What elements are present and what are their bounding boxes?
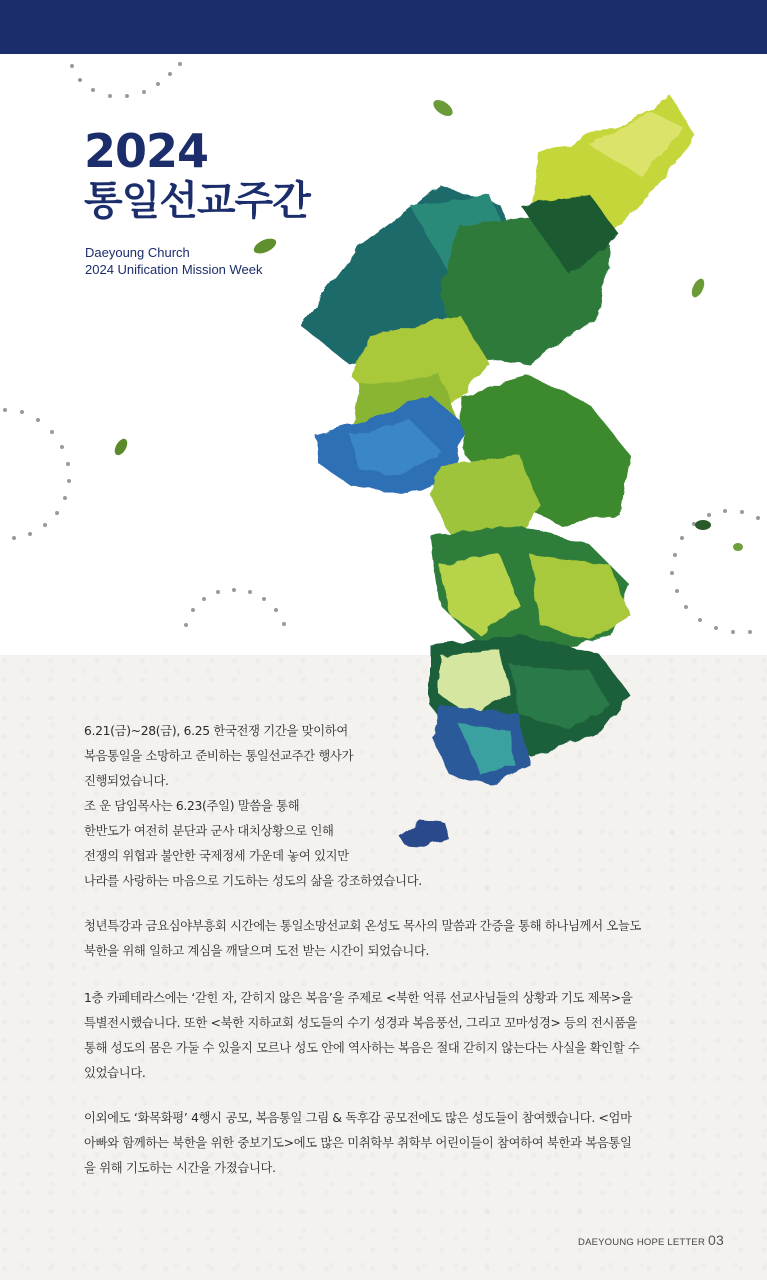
paragraph-line: 나라를 사랑하는 마음으로 기도하는 성도의 삶을 강조하였습니다. <box>84 874 422 888</box>
paragraph-2 <box>84 914 724 964</box>
page-footer <box>578 1232 724 1248</box>
paragraph-line: 특별전시했습니다. 또한 <북한 지하교회 성도들의 수기 성경과 복음풍선, 그리고 꼬마성경> 등의 전시품을 <box>84 1016 638 1030</box>
paragraph-4 <box>84 1106 724 1181</box>
page-year: 2024 <box>84 124 209 178</box>
top-color-bar <box>0 0 767 54</box>
subtitle-church: Daeyoung Church <box>85 245 190 260</box>
page-title: 통일선교주간 <box>84 178 310 224</box>
paragraph-line: 한반도가 여전히 분단과 군사 대치상황으로 인해 <box>84 824 334 838</box>
paragraph-line: 진행되었습니다. <box>84 774 169 788</box>
paragraph-line: 을 위해 기도하는 시간을 가졌습니다. <box>84 1161 276 1175</box>
paragraph-3 <box>84 986 724 1086</box>
footer-label: DAEYOUNG HOPE LETTER <box>578 1237 706 1248</box>
paragraph-line: 청년특강과 금요심야부흥회 시간에는 통일소망선교회 온성도 목사의 말씀과 간증을 통해 하나님께서 오늘도 <box>84 919 642 933</box>
paragraph-line: 전쟁의 위협과 불안한 국제정세 가운데 놓여 있지만 <box>84 849 349 863</box>
paragraph-line: 통해 성도의 몸은 가둘 수 있을지 모르나 성도 안에 역사하는 복음은 절대 갇히지 않는다는 사실을 확인할 수 <box>84 1041 640 1055</box>
paragraph-line: 아빠와 함께하는 북한을 위한 중보기도>에도 많은 미취학부 취학부 어린이들이 참여하여 북한과 복음통일 <box>84 1136 632 1150</box>
paragraph-line: 북한을 위해 일하고 계심을 깨달으며 도전 받는 시간이 되었습니다. <box>84 944 430 958</box>
paragraph-line: 복음통일을 소망하고 준비하는 통일선교주간 행사가 <box>84 749 354 763</box>
paragraph-line: 6.21(금)~28(금), 6.25 한국전쟁 기간을 맞이하여 <box>84 724 348 738</box>
paragraph-1 <box>84 719 724 894</box>
page-number: 03 <box>708 1232 724 1248</box>
paragraph-line: 이외에도 ‘화목화평’ 4행시 공모, 복음통일 그림 & 독후감 공모전에도 많은 성도들이 참여했습니다. <엄마 <box>84 1111 632 1125</box>
subtitle-event: 2024 Unification Mission Week <box>85 262 263 277</box>
paragraph-line: 있었습니다. <box>84 1066 146 1080</box>
paragraph-line: 조 운 담임목사는 6.23(주일) 말씀을 통해 <box>84 799 300 813</box>
paragraph-line: 1층 카페테라스에는 ‘갇힌 자, 갇히지 않은 복음’을 주제로 <북한 억류 선교사님들의 상황과 기도 제목>을 <box>84 991 633 1005</box>
